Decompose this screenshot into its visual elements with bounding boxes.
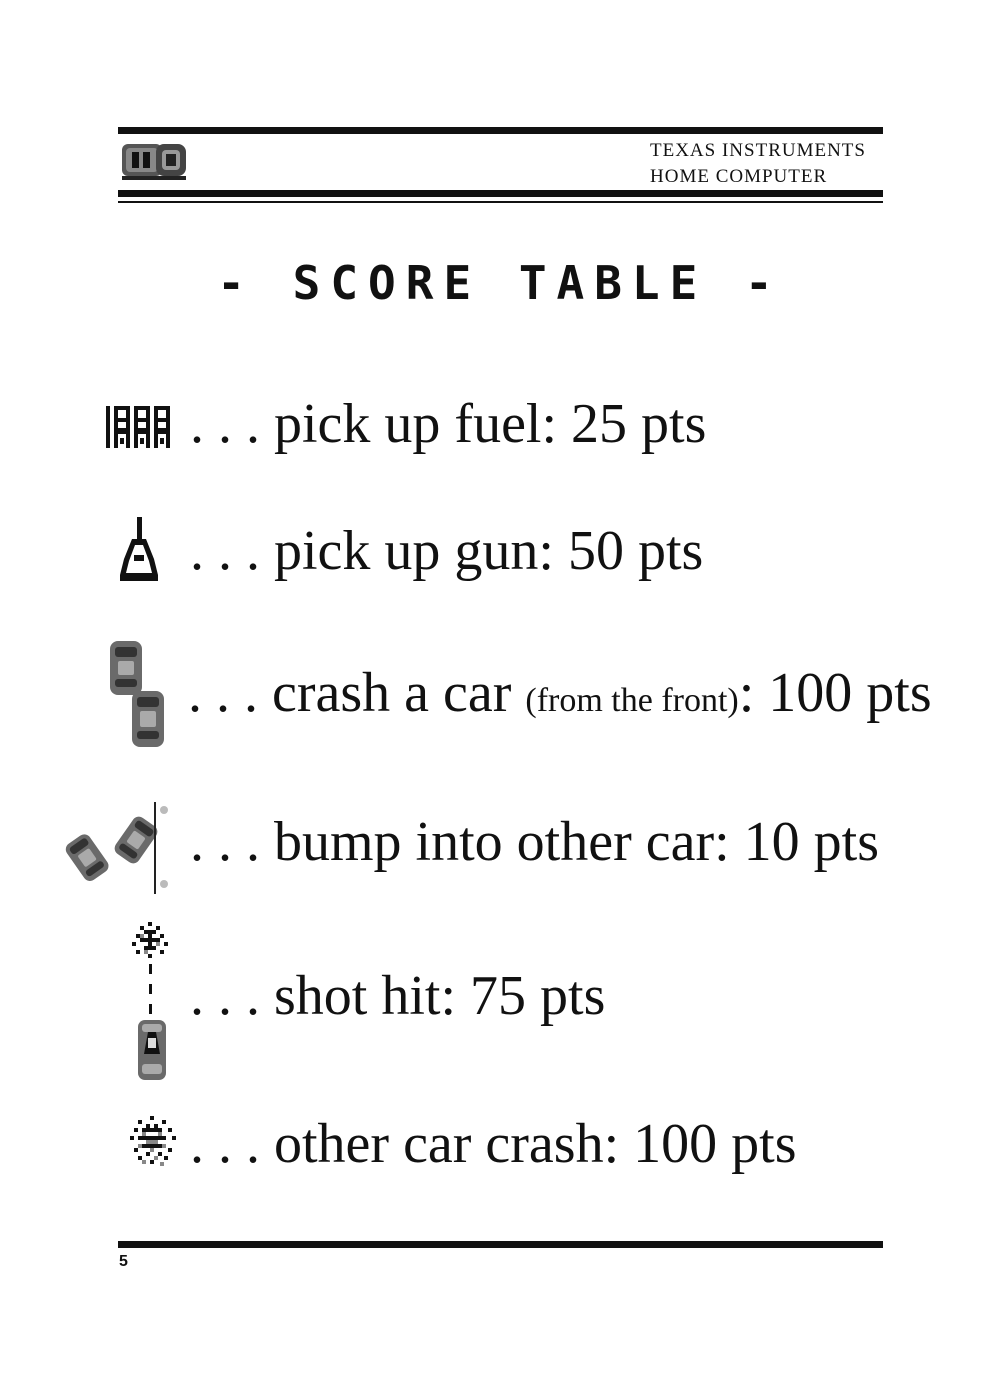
score-row-fuel	[0, 380, 1000, 500]
score-row-crash	[0, 635, 1000, 755]
publisher-header	[650, 138, 866, 190]
header-rule-top	[118, 127, 883, 134]
explosion-icon	[128, 1114, 180, 1170]
score-text-gun: . . . pick up gun: 50 pts	[190, 520, 704, 582]
score-text-fuel: . . . pick up fuel: 25 pts	[190, 393, 707, 455]
score-text-bump: . . . bump into other car: 10 pts	[190, 811, 880, 873]
crash-text-before: . . . crash a car	[188, 662, 526, 724]
cars-bumping-icon	[60, 798, 176, 898]
score-row-bump	[0, 790, 1000, 910]
two-cars-head-on-icon	[106, 639, 170, 751]
header-line-1: TEXAS INSTRUMENTS	[650, 140, 866, 161]
header-line-2: HOME COMPUTER	[650, 166, 828, 187]
score-row-gun	[0, 505, 1000, 625]
page-number: 5	[119, 1253, 128, 1270]
gun-icon	[118, 515, 160, 585]
crash-text-paren: (from the front)	[525, 682, 739, 719]
crash-text-after: : 100 pts	[738, 662, 932, 724]
game-logo-icon	[120, 138, 190, 184]
score-text-other-crash: . . . other car crash: 100 pts	[190, 1113, 797, 1175]
page-title: - SCORE TABLE -	[217, 256, 783, 310]
fuel-pumps-icon	[106, 404, 174, 450]
header-rule-thin	[118, 201, 883, 203]
footer-rule	[118, 1241, 883, 1248]
score-text-shot: . . . shot hit: 75 pts	[190, 965, 606, 1027]
header-rule-bottom	[118, 190, 883, 197]
shot-hit-icon	[126, 920, 178, 1085]
score-row-other-crash	[0, 1110, 1000, 1230]
score-row-shot	[0, 920, 1000, 1090]
score-text-crash	[188, 663, 932, 731]
